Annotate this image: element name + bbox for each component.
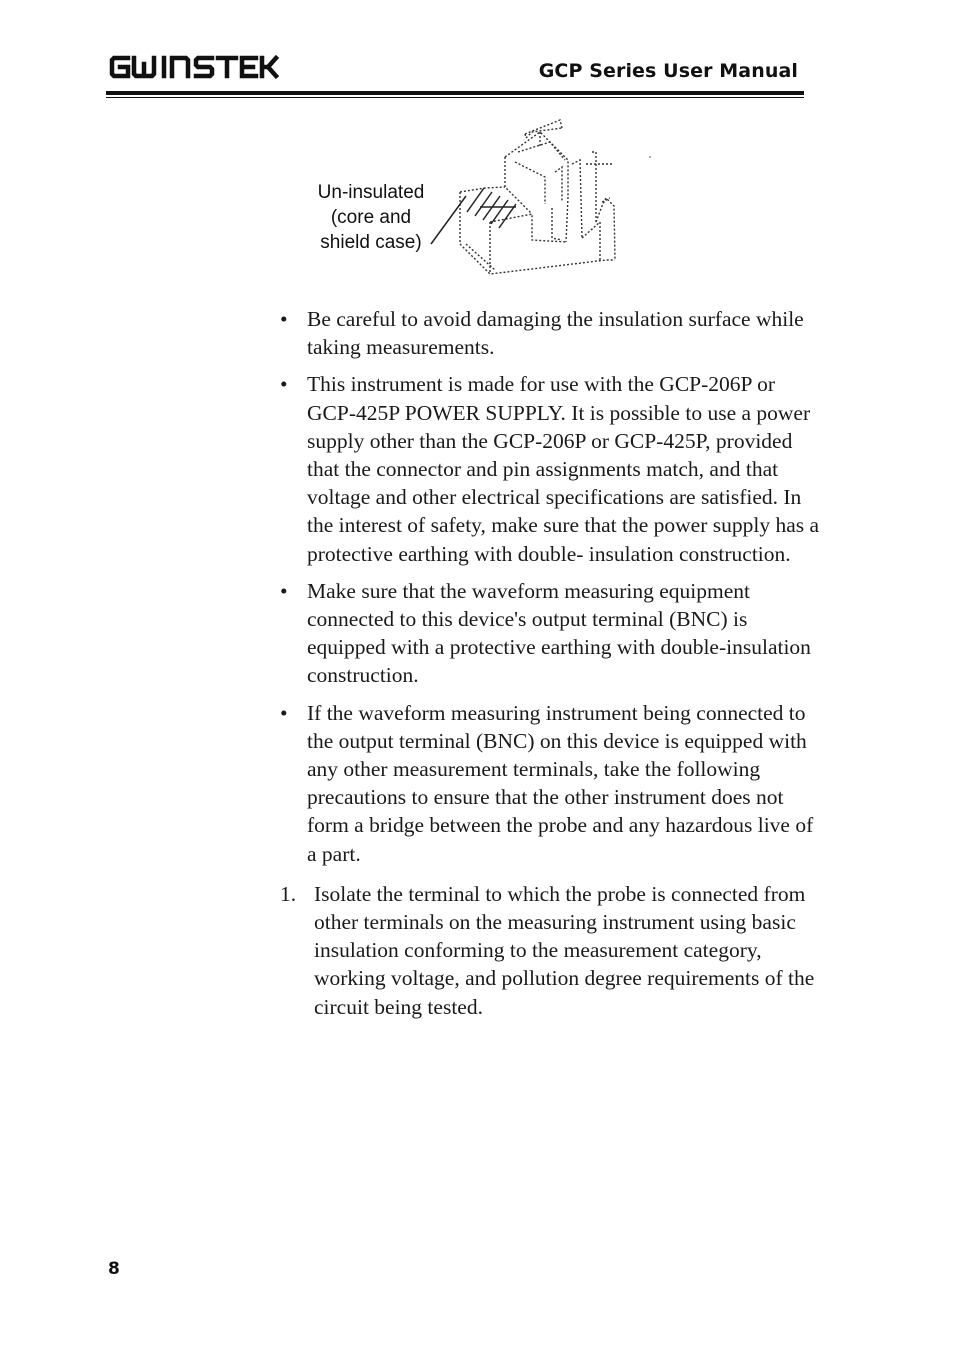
list-item <box>280 305 825 361</box>
uninsulated-label-line: shield case) <box>320 232 422 253</box>
list-item-text: If the waveform measuring instrument being connected to the output terminal (BNC) on this device is equipped with any other measurement terminals, take the following precautions to ensure that the other instrument does not form a bridge between the probe and any hazardous live of a part. <box>307 700 814 866</box>
safety-content <box>280 305 825 1021</box>
list-item <box>280 370 825 567</box>
list-item <box>280 577 825 690</box>
gw-instek-logo <box>108 52 280 82</box>
list-item-text: Be careful to avoid damaging the insulation surface while taking measurements. <box>307 307 804 360</box>
manual-title: GCP Series User Manual <box>538 60 798 82</box>
bullet-marker: • <box>280 700 288 725</box>
bullet-marker: • <box>280 578 288 603</box>
safety-bullet-list <box>280 305 825 868</box>
bullet-marker: • <box>280 372 288 397</box>
uninsulated-label-line: (core and <box>330 207 412 228</box>
header-rule-thick <box>106 91 804 95</box>
precautions-numbered-list <box>280 880 825 1021</box>
header-rule-thin <box>106 97 804 98</box>
bullet-marker: • <box>280 307 288 331</box>
numbered-item-text: Isolate the terminal to which the probe is connected from other terminals on the measuring instrument using basic insulation conforming to the measurement category, working voltage, and pollution degree requirements of the circuit being tested. <box>314 881 815 1019</box>
item-number: 1. <box>280 881 297 906</box>
list-item-text: Make sure that the waveform measuring equipment connected to this device's output terminal (BNC) is equipped with a protective earthing with double-insulation construction. <box>307 578 811 688</box>
page-number: 8 <box>108 1259 120 1279</box>
uninsulated-label-line: Un-insulated <box>317 182 425 203</box>
list-item <box>280 699 825 868</box>
list-item-text: This instrument is made for use with the GCP-206P or GCP-425P POWER SUPPLY. It is possible to use a power supply other than the GCP-206P or GCP-425P, provided that the connector and pin assignments match, and that voltage and other electrical specifications are satisfied. In the interest of safety, make sure that the power supply has a protective earthing with double- insulation construction. <box>307 372 820 566</box>
uninsulated-label <box>300 180 442 255</box>
numbered-item <box>280 880 825 1021</box>
